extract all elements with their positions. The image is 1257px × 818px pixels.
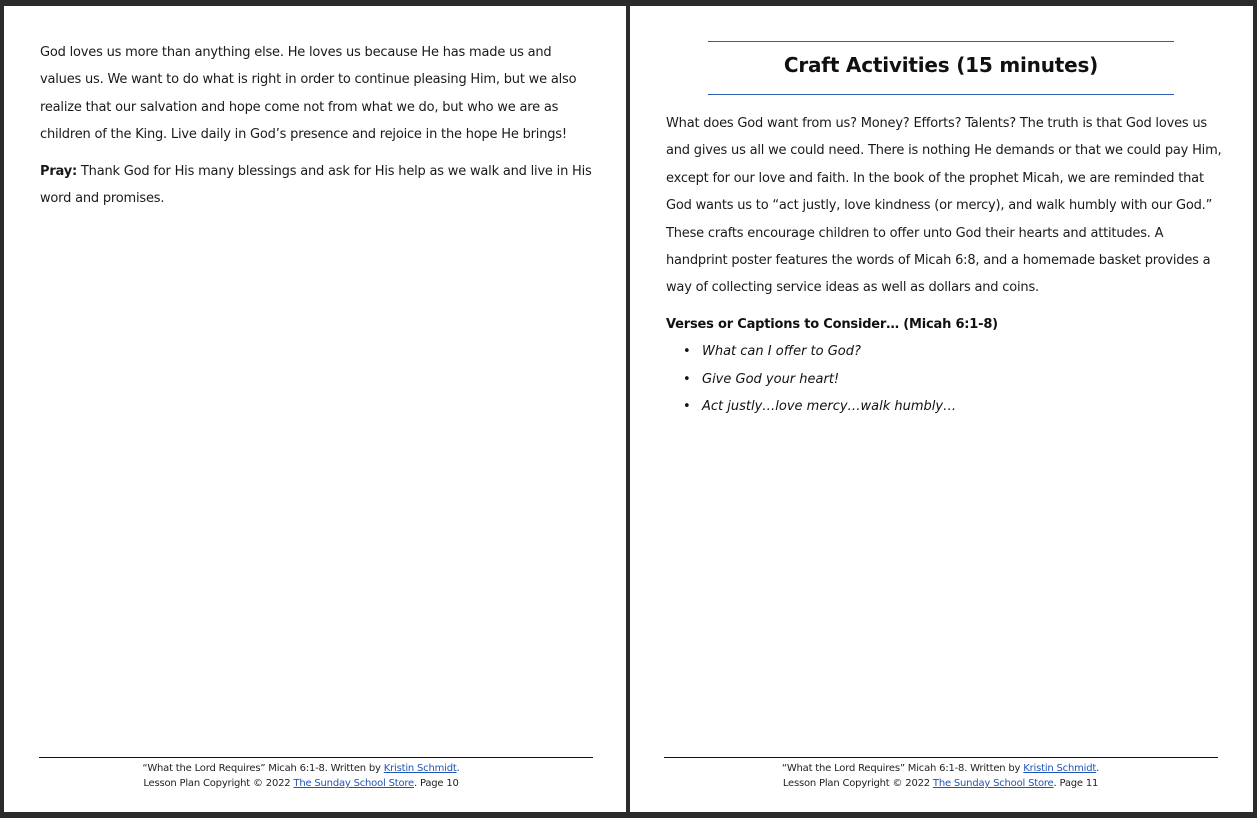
- heading-rule-bottom: [708, 94, 1174, 95]
- page-footer: [4, 761, 612, 791]
- author-link[interactable]: Kristin Schmidt: [1023, 763, 1097, 774]
- verse-text: Act justly…love mercy…walk humbly…: [702, 399, 957, 414]
- author-link[interactable]: Kristin Schmidt: [383, 763, 457, 774]
- page-footer: [630, 761, 1252, 791]
- footer-line-2: [630, 776, 1252, 791]
- pray-paragraph: [40, 158, 592, 213]
- footer-line-1: [4, 761, 612, 776]
- footer-punct: .: [1096, 763, 1100, 774]
- bullet-icon: •: [683, 371, 691, 387]
- list-item: [666, 366, 1222, 394]
- footer-title: “What the Lord Requires” Micah 6:1-8. Written by: [142, 763, 384, 774]
- page-11-body: [666, 110, 1222, 311]
- pray-label: Pray:: [40, 163, 77, 179]
- devotion-paragraph: God loves us more than anything else. He loves us because He has made us and values us. We want to do what is right in order to continue pleasing Him, but we also realize that our salvation and hope come not from what we do, but who we are as children of the King. Live daily in God’s presence and rejoice in the hope He brings!: [40, 45, 577, 143]
- footer-copyright: Lesson Plan Copyright © 2022: [782, 778, 933, 789]
- footer-divider: [664, 757, 1218, 758]
- verses-section: [666, 315, 1222, 421]
- footer-copyright: Lesson Plan Copyright © 2022: [143, 778, 294, 789]
- page-11: [630, 6, 1253, 812]
- page-10: [4, 6, 626, 812]
- verses-title: Verses or Captions to Consider… (Micah 6:1-8): [666, 317, 998, 332]
- footer-page-number: . Page 10: [414, 778, 459, 789]
- heading-rule-top: [708, 41, 1174, 42]
- footer-line-1: [630, 761, 1252, 776]
- footer-page-number: . Page 11: [1053, 778, 1099, 789]
- page-10-body: [40, 39, 592, 221]
- footer-title: “What the Lord Requires” Micah 6:1-8. Written by: [781, 763, 1024, 774]
- bullet-icon: •: [683, 344, 691, 359]
- pray-text: Thank God for His many blessings and ask for His help as we walk and live in His word and promises.: [40, 163, 592, 207]
- craft-intro-paragraph: What does God want from us? Money? Efforts? Talents? The truth is that God loves us and gives us all we could need. There is nothing He demands or that we could pay Him, except for our love and faith. In the book of the prophet Micah, we are reminded that God wants us to “act justly, love kindness (or mercy), and walk humbly with our God.” These crafts encourage children to offer unto God their hearts and attitudes. A handprint poster features the words of Micah 6:8, and a homemade basket provides a way of collecting service ideas as well as dollars and coins.: [666, 116, 1222, 296]
- section-heading: Craft Activities (15 minutes): [783, 53, 1099, 77]
- verse-text: Give God your heart!: [702, 371, 840, 387]
- footer-punct: .: [456, 763, 460, 774]
- verse-text: What can I offer to God?: [702, 344, 861, 359]
- footer-divider: [39, 757, 593, 758]
- list-item: [666, 338, 1222, 366]
- list-item: [666, 393, 1222, 421]
- bullet-icon: •: [683, 399, 691, 414]
- footer-line-2: [4, 776, 612, 791]
- store-link[interactable]: The Sunday School Store: [293, 778, 415, 789]
- verses-list: [666, 338, 1222, 421]
- store-link[interactable]: The Sunday School Store: [932, 778, 1054, 789]
